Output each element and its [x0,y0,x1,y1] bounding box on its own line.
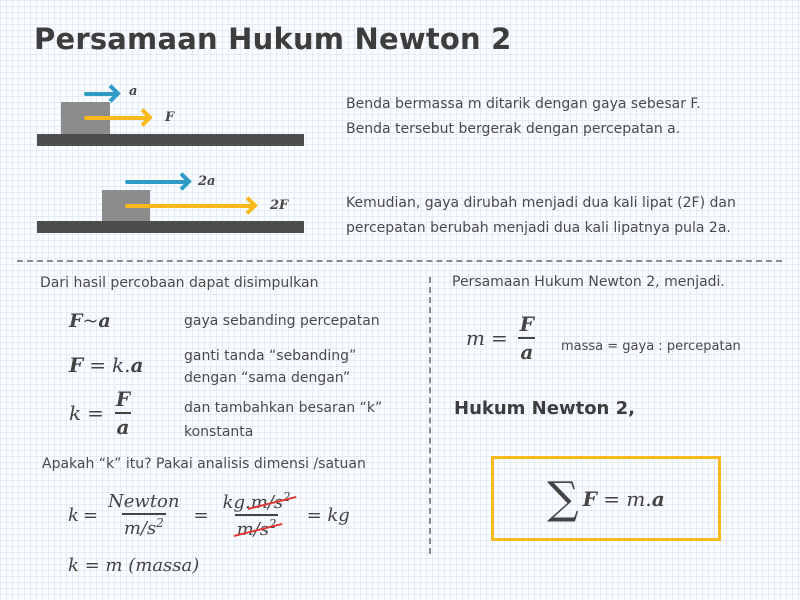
eq-symbol: a [651,486,665,511]
equation-description [184,345,356,389]
description-line: ganti tanda “sebanding” [184,348,357,364]
unit: m/s [123,518,157,539]
surface-1 [37,134,304,146]
fraction [518,312,536,364]
mass-equation [466,312,540,364]
numerator [221,490,293,514]
eq-symbol: = [82,504,99,526]
acceleration-label: 2a [198,174,216,189]
eq-symbol: k [68,504,79,526]
diagram-1-description [346,92,701,142]
denominator [122,513,166,539]
denominator [235,514,279,540]
acceleration-arrow-icon [84,92,116,96]
eq-symbol: ~ [82,310,99,332]
newton-intro: Persamaan Hukum Newton 2, menjadi. [452,274,725,290]
description-line: Benda tersebut bergerak dengan percepatan a. [346,121,681,137]
cancelled-unit [251,490,291,513]
equation-with-constant [69,353,143,377]
acceleration-arrow-icon [125,180,187,184]
equation-description [184,396,382,444]
force-arrow-icon [125,204,253,208]
surface-2 [37,221,304,233]
eq-symbol: = [89,353,106,377]
eq-symbol: k. [111,353,131,377]
eq-symbol: a [130,353,144,377]
fraction-units [221,490,293,540]
newton-second-law-formula [491,456,721,541]
description-line: dan tambahkan besaran “k” [184,400,383,416]
eq-symbol: a [98,310,111,332]
description-line: Kemudian, gaya dirubah menjadi dua kali lipat (2F) dan [346,195,736,211]
diagram-2-description [346,191,736,241]
page-title: Persamaan Hukum Newton 2 [34,22,512,56]
denominator: a [518,337,535,364]
equation-k [69,387,136,439]
mass-description: massa = gaya : percepatan [561,339,741,354]
formula-expression [583,487,665,511]
dimension-question: Apakah “k” itu? Pakai analisis dimensi /satuan [42,456,366,472]
conclusion-equation: k = m (massa) [68,555,200,576]
numerator: F [115,387,131,411]
numerator: Newton [108,491,180,512]
exponent: 2 [269,517,277,531]
eq-symbol: F [69,310,83,332]
fraction-newton [106,491,181,539]
denominator: a [115,412,132,439]
unit: m/s [236,519,270,540]
fraction [114,387,132,439]
eq-symbol: m [466,326,485,350]
force-label: F [165,110,175,125]
dimension-analysis [68,490,350,540]
acceleration-label: a [129,84,138,99]
eq-symbol: F [69,353,84,377]
cancelled-unit [237,517,277,540]
vertical-divider [429,277,431,554]
description-line: Benda bermassa m ditarik dengan gaya sebesar F. [346,96,701,112]
newton-law-heading: Hukum Newton 2, [454,398,636,419]
eq-symbol: = [490,326,508,350]
eq-symbol: k [69,401,82,425]
numerator: F [519,312,534,336]
equation-description: gaya sebanding percepatan [184,313,380,329]
description-line: dengan “sama dengan” [184,370,351,386]
horizontal-divider [17,260,782,262]
unit: kg. [222,492,251,513]
eq-symbol: = [193,504,209,526]
eq-result: = kg [306,504,350,526]
sigma-icon: ∑ [547,473,579,524]
description-line: konstanta [184,424,254,440]
equation-proportional [69,310,111,332]
exponent: 2 [283,490,291,504]
eq-symbol: = m. [596,486,652,511]
force-arrow-icon [84,116,148,120]
unit: m/s [250,492,284,513]
exponent: 2 [156,516,164,530]
conclusion-intro: Dari hasil percobaan dapat disimpulkan [40,275,319,291]
force-label: 2F [270,198,289,213]
description-line: percepatan berubah menjadi dua kali lipatnya pula 2a. [346,220,731,236]
eq-symbol: = [87,401,104,425]
eq-symbol: F [582,486,597,511]
